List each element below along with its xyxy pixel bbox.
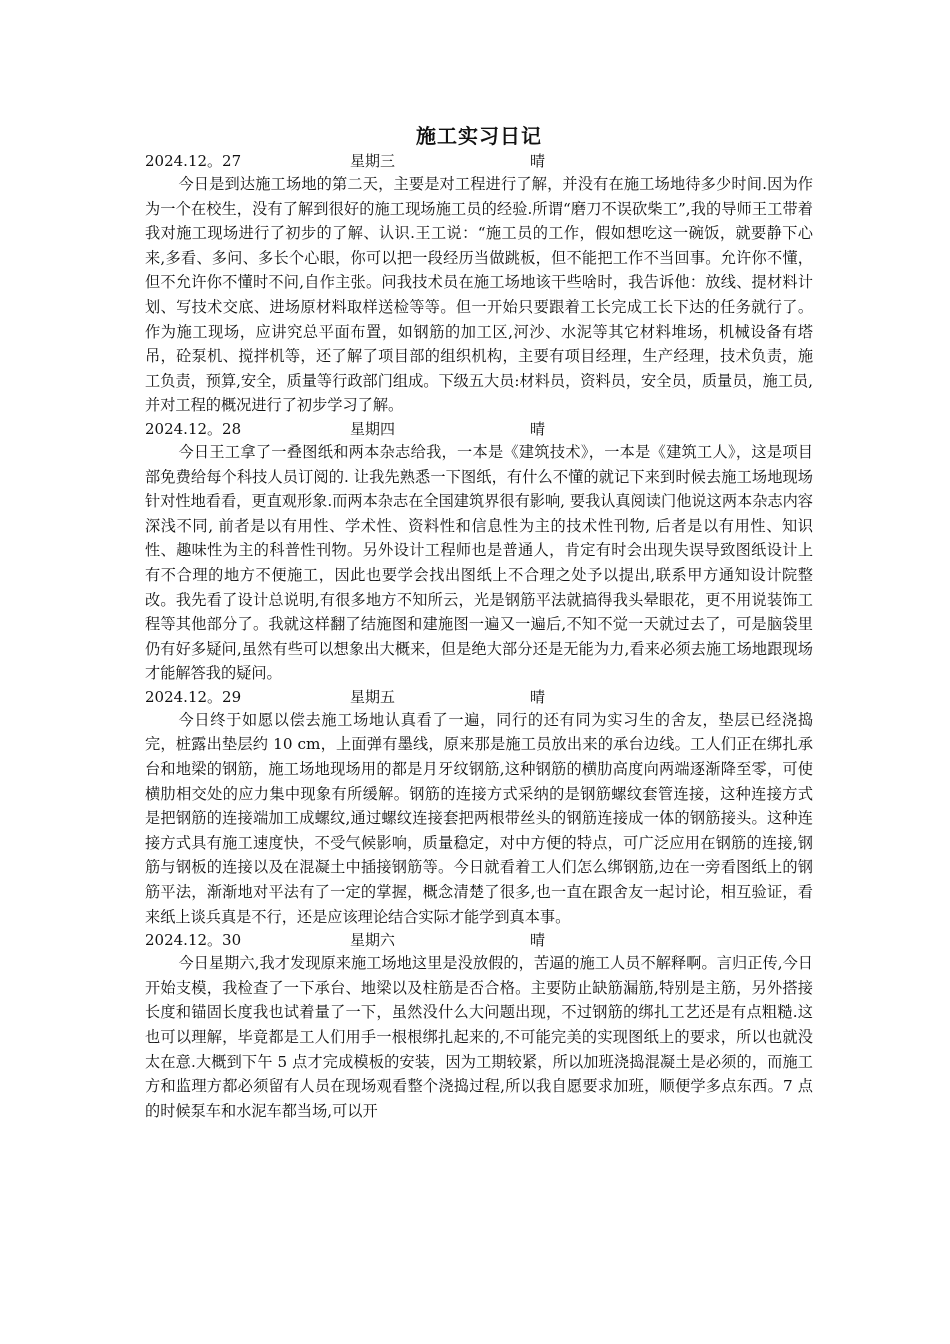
entry-header [145, 929, 813, 951]
document-title: 施工实习日记 [416, 124, 542, 148]
entry-date: 2024.12。27 [145, 152, 242, 170]
entry-text: 今日王工拿了一叠图纸和两本杂志给我，一本是《建筑技术》，一本是《建筑工人》，这是项目部免费给每个科技人员订阅的. 让我先熟悉一下图纸，有什么不懂的就记下来到时候去施工场地现场针对性地看看，更直观形象.而两本杂志在全国建筑界很有影响, 要我认真阅读门他说这两本杂志内容深浅不同, 前者是以有用性、学术性、资料性和信息性为主的技术性刊物, 后者是以有用性、知识性、趣味性为主的科普性刊物。另外设计工程师也是普通人，肯定有时会出现失误导致图纸设计上有不合理的地方不便施工，因此也要学会找出图纸上不合理之处予以提出,联系甲方通知设计院整改。我先看了设计总说明,有很多地方不知所云，光是钢筋平法就搞得我头晕眼花，更不用说装饰工程等其他部分了。我就这样翻了结施图和建施图一遍又一遍后,不知不觉一天就过去了，可是脑袋里仍有好多疑问,虽然有些可以想象出大概来，但是绝大部分还是无能为力,看来必须去施工场地跟现场才能解答我的疑问。 [145, 442, 813, 683]
entry-weather: 晴 [530, 419, 546, 438]
entry-text: 今日星期六,我才发现原来施工场地这里是没放假的，苦逼的施工人员不解释啊。言归正传,今日开始支模，我检查了一下承台、地梁以及柱筋是否合格。主要防止缺筋漏筋,特别是主筋，另外搭接长度和锚固长度我也试着量了一下，虽然没什么大问题出现，不过钢筋的绑扎工艺还是有点粗糙.这也可以理解，毕竟都是工人们用手一根根绑扎起来的,不可能完美的实现图纸上的要求，所以也就没太在意.大概到下午 5 点才完成模板的安装，因为工期较紧，所以加班浇捣混凝土是必须的，而施工方和监理方都必须留有人员在现场观看整个浇捣过程,所以我自愿要求加班，顺便学多点东西。7 点的时候泵车和水泥车都当场,可以开 [145, 954, 813, 1120]
entry-weekday: 星期五 [350, 687, 396, 706]
entry-weekday: 星期六 [350, 931, 396, 950]
entry-date: 2024.12。30 [145, 931, 242, 950]
entry-date: 2024.12。28 [145, 419, 242, 438]
document-page [145, 122, 813, 1123]
entry-header [145, 418, 813, 440]
entry-header [145, 686, 813, 708]
entry-text: 今日是到达施工场地的第二天，主要是对工程进行了解，并没有在施工场地待多少时间.因为作为一个在校生，没有了解到很好的施工现场施工员的经验.所谓“磨刀不误砍柴工”,我的导师王工带着我对施工现场进行了初步的了解、认识.王工说：“施工员的工作，假如想吃这一碗饭，就要静下心来,多看、多问、多长个心眼，你可以把一段经历当做跳板，但不能把工作不当回事。允许你不懂，但不允许你不懂时不问,自作主张。问我技术员在施工场地该干些啥时，我告诉他：放线、提材料计划、写技术交底、进场原材料取样送检等等。但一开始只要跟着工长完成工长下达的任务就行了。作为施工现场，应讲究总平面布置，如钢筋的加工区,河沙、水泥等其它材料堆场，机械设备有塔吊，砼泵机、搅拌机等，还了解了项目部的组织机构，主要有项目经理，生产经理，技术负责，施工负责，预算,安全，质量等行政部门组成。下级五大员:材料员，资料员，安全员，质量员，施工员,并对工程的概况进行了初步学习了解。 [145, 175, 813, 415]
entry-date: 2024.12。29 [145, 687, 242, 706]
entry-header [145, 150, 813, 172]
entry-weekday: 星期四 [350, 419, 396, 438]
diary-entry [145, 686, 813, 929]
entry-weather: 晴 [530, 931, 546, 950]
entry-text: 今日终于如愿以偿去施工场地认真看了一遍，同行的还有同为实习生的舍友，垫层已经浇捣完，桩露出垫层约 10 cm，上面弹有墨线，原来那是施工员放出来的承台边线。工人们正在绑扎承台和地梁的钢筋，施工场地现场用的都是月牙纹钢筋,这种钢筋的横肋高度向两端逐渐降至零，可使横肋相交处的应力集中现象有所缓解。钢筋的连接方式采纳的是钢筋螺纹套管连接，这种连接方式是把钢筋的连接端加工成螺纹,通过螺纹连接套把两根带丝头的钢筋连接成一体的钢筋接头。这种连接方式具有施工速度快，不受气候影响，质量稳定，对中方便的特点，可广泛应用在钢筋的连接,钢筋与钢板的连接以及在混凝土中插接钢筋等。今日就看着工人们怎么绑钢筋,边在一旁看图纸上的钢筋平法，渐渐地对平法有了一定的掌握，概念清楚了很多,也一直在跟舍友一起讨论，相互验证，看来纸上谈兵真是不行，还是应该理论结合实际才能学到真本事。 [145, 710, 813, 926]
diary-entry [145, 418, 813, 686]
entry-weekday: 星期三 [350, 152, 396, 170]
entry-weather: 晴 [530, 687, 546, 706]
entry-weather: 晴 [530, 152, 546, 170]
diary-entry [145, 929, 813, 1123]
diary-entry [145, 150, 813, 418]
